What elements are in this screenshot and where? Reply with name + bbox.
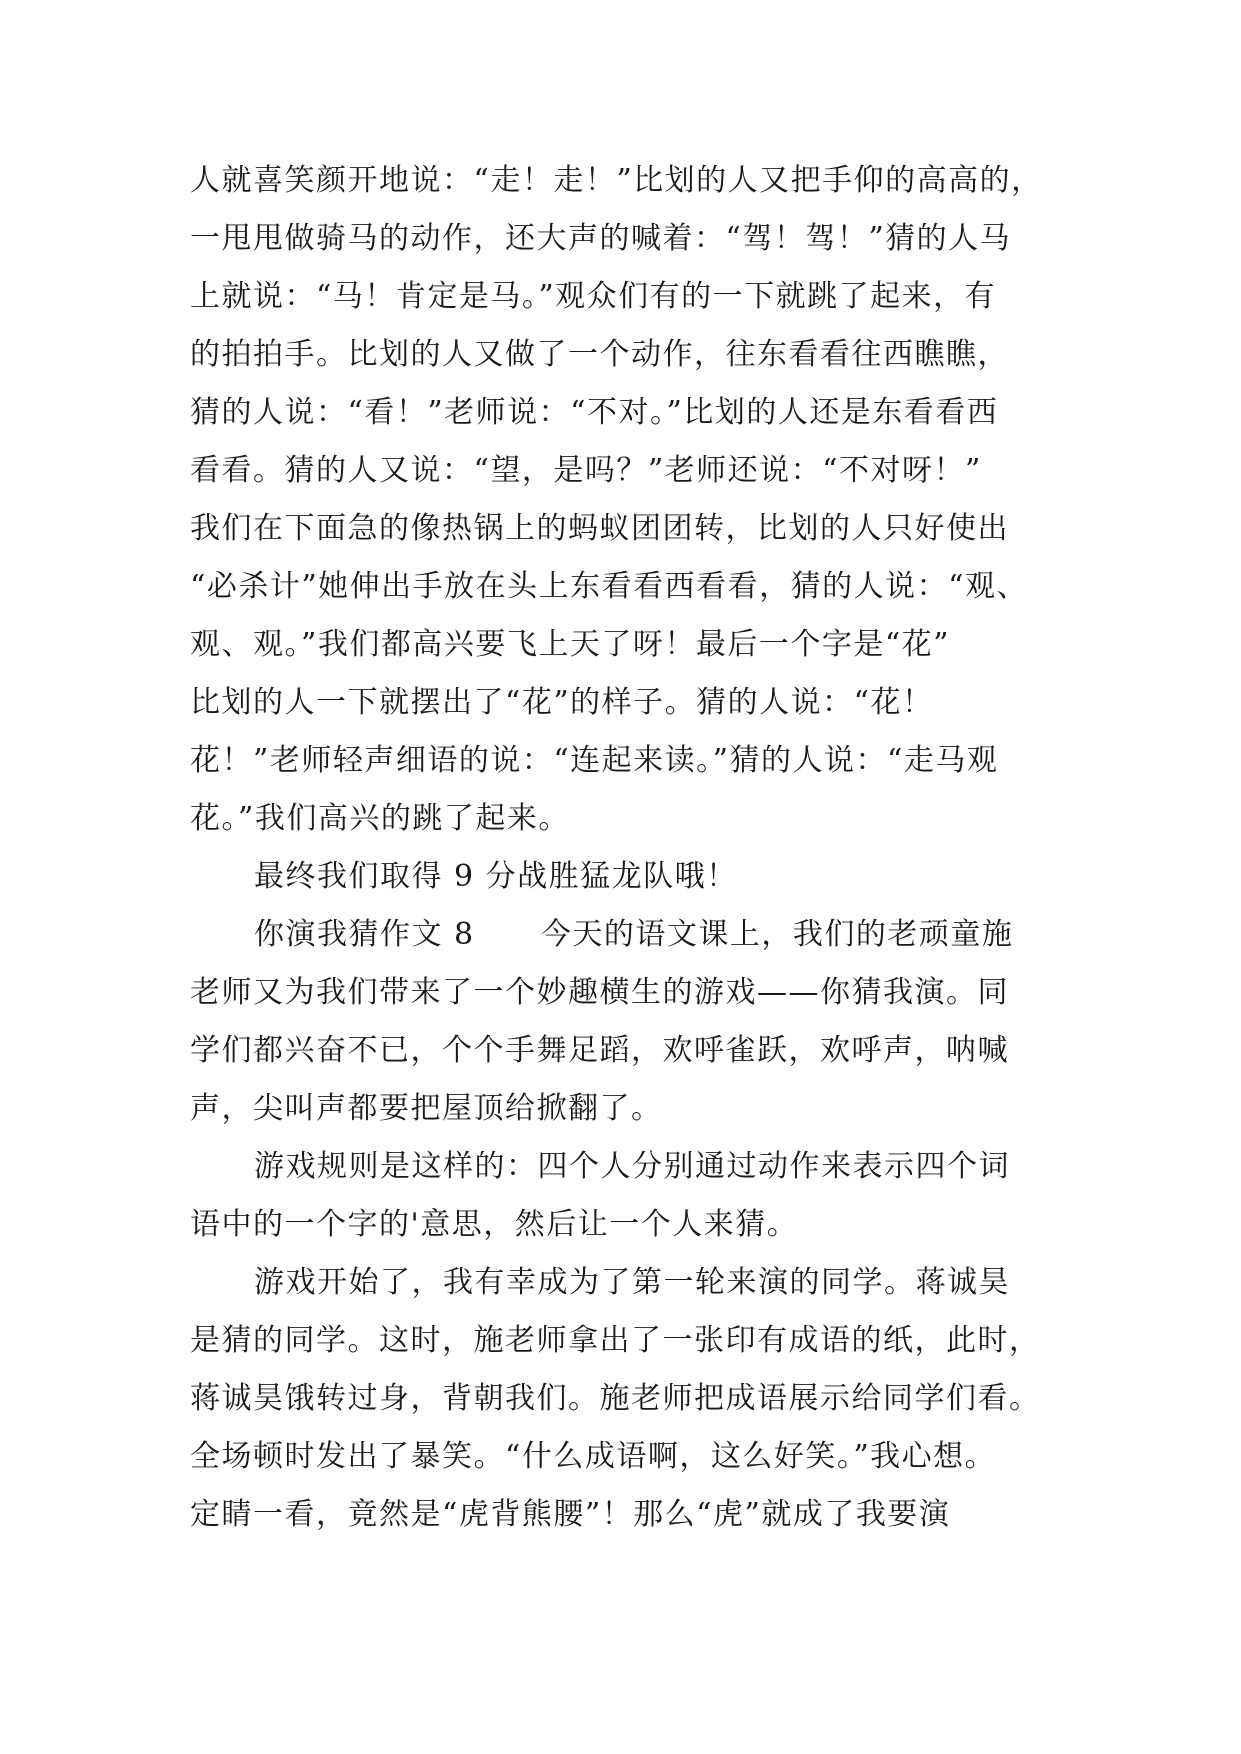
- text-line: 看看。猜的人又说：“望，是吗？”老师还说：“不对呀！”: [190, 453, 982, 488]
- section-heading-line: 你演我猜作文 8 今天的语文课上，我们的老顽童施: [254, 917, 1014, 952]
- text-line: 的拍拍手。比划的人又做了一个动作，往东看看往西瞧瞧，: [190, 337, 1009, 372]
- paragraph-first-line: 游戏规则是这样的：四个人分别通过动作来表示四个词: [254, 1149, 1010, 1184]
- text-line: “必杀计”她伸出手放在头上东看看西看看，猜的人说：“观、: [190, 569, 1029, 604]
- paragraph-first-line: 游戏开始了，我有幸成为了第一轮来演的同学。蒋诚昊: [254, 1265, 1010, 1300]
- text-line: 我们在下面急的像热锅上的蚂蚁团团转，比划的人只好使出: [190, 511, 1009, 546]
- text-line: 观、观。”我们都高兴要飞上天了呀！最后一个字是“花”: [190, 627, 951, 662]
- text-line: 语中的一个字的'意思，然后让一个人来猜。: [190, 1207, 799, 1242]
- text-line: 是猜的同学。这时，施老师拿出了一张印有成语的纸，此时，: [190, 1323, 1041, 1358]
- text-line: 猜的人说：“看！”老师说：“不对。”比划的人还是东看看西: [190, 395, 999, 430]
- essay-body: [190, 152, 1080, 1544]
- text-line: 一甩甩做骑马的动作，还大声的喊着：“驾！驾！”猜的人马: [190, 221, 1012, 256]
- text-line: 全场顿时发出了暴笑。“什么成语啊，这么好笑。”我心想。: [190, 1439, 997, 1474]
- text-line: 花。”我们高兴的跳了起来。: [190, 801, 570, 836]
- text-line: 上就说：“马！肯定是马。”观众们有的一下就跳了起来，有: [190, 279, 997, 314]
- text-line: 人就喜笑颜开地说：“走！走！”比划的人又把手仰的高高的，: [190, 163, 1043, 198]
- text-line: 学们都兴奋不已，个个手舞足蹈，欢呼雀跃，欢呼声，呐喊: [190, 1033, 1009, 1068]
- text-line: 蒋诚昊饿转过身，背朝我们。施老师把成语展示给同学们看。: [190, 1381, 1041, 1416]
- text-line: 比划的人一下就摆出了“花”的样子。猜的人说：“花！: [190, 685, 934, 720]
- text-line: 花！”老师轻声细语的说：“连起来读。”猜的人说：“走马观: [190, 743, 999, 778]
- text-line: 定睛一看，竟然是“虎背熊腰”！那么“虎”就成了我要演: [190, 1497, 951, 1532]
- text-line: 老师又为我们带来了一个妙趣横生的游戏——你猜我演。同: [190, 975, 1009, 1010]
- text-line: 声，尖叫声都要把屋顶给掀翻了。: [190, 1091, 663, 1126]
- paragraph-first-line: 最终我们取得 9 分战胜猛龙队哦！: [254, 859, 738, 894]
